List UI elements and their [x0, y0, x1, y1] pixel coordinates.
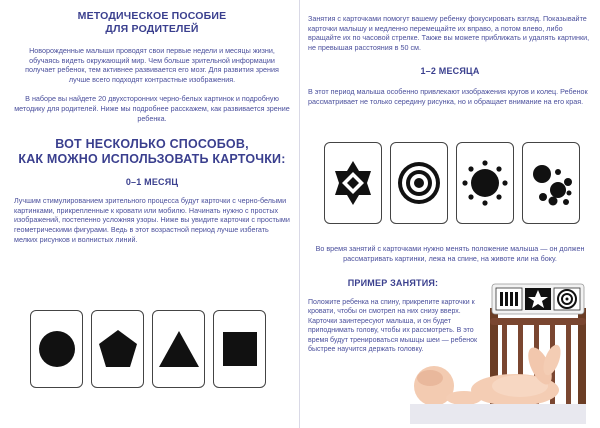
star-diamond-icon: [330, 160, 376, 206]
dotted-circle-icon: [462, 160, 508, 206]
manual-title-line1: МЕТОДИЧЕСКОЕ ПОСОБИЕ: [77, 10, 227, 22]
page-fold: [299, 0, 300, 428]
card-dotted-circle: [456, 142, 514, 224]
pentagon-icon: [97, 328, 139, 370]
card-concentric-rings: [390, 142, 448, 224]
age-heading-0-1: 0–1 МЕСЯЦ: [125, 177, 179, 188]
left-page: [14, 6, 290, 244]
position-text: Во время занятий с карточками нужно менять положение малыша — он должен рассматривать картинки, лежа на спине, на животе или на боку.: [315, 244, 585, 263]
triangle-icon: [158, 329, 200, 369]
square-icon: [222, 331, 258, 367]
ring-pattern-cards: [324, 142, 580, 224]
age-heading-1-2: 1–2 МЕСЯЦА: [420, 66, 480, 77]
right-intro-text: Занятия с карточками помогут вашему ребенку фокусировать взгляд. Показывайте карточки малышу и медленно перемещайте их вправо, а потом влево, либо вращайте их по часовой стрелке. Также вы можете приближать и удалять картинки, не превышая расстояния в 50 см.: [308, 14, 590, 52]
right-page: [308, 6, 592, 354]
circle-icon: [37, 329, 77, 369]
example-text: Положите ребенка на спину, прикрепите карточки к кровати, чтобы он смотрел на них снизу вверх. Карточки заинтересуют малыша, и он будет приподнимать голову, чтобы их рассмотреть. В это время будут тренироваться мышцы шеи — ребенок быстрее научится держать головку.: [308, 299, 478, 354]
bubble-cluster-icon: [528, 160, 574, 206]
card-bubble-cluster: [522, 142, 580, 224]
intro-paragraph-2: В наборе вы найдете 20 двухсторонних черно-белых картинок и подробную методику для родителей. Ниже мы подробнее расскажем, как развивается зрение ребенка.: [14, 94, 290, 123]
manual-title-line2: ДЛЯ РОДИТЕЛЕЙ: [105, 23, 199, 35]
age-text-0-1: Лучшим стимулированием зрительного процесса будут карточки с черно-белыми картинками, прикрепленные к кровати или мобилю. Начинать нужно с простых изображений, постепенно усложняя узоры. Ниже вы увидите карточки с простыми геометрическими фигурами. Ведь в этот возрастной период лучше избегать мелких рисунков и волнистых линий.: [14, 196, 290, 244]
age-text-1-2: В этот период малыша особенно привлекают изображения кругов и колец. Ребенок рассматривает не только середину рисунка, но и обращает внимание на его края.: [308, 87, 588, 106]
section-title-line2: КАК МОЖНО ИСПОЛЬЗОВАТЬ КАРТОЧКИ:: [18, 152, 286, 167]
crib-illustration: [410, 278, 590, 424]
card-pentagon: [91, 310, 144, 388]
intro-paragraph-1: Новорожденные малыши проводят свои первые недели и месяцы жизни, обучаясь видеть окружающий мир. Чем больше зрительной информации получает ребенок, тем активнее развивается его мозг. Для развития зрения лучше всего подходят контрастные изображения.: [25, 46, 279, 84]
example-heading: ПРИМЕР ЗАНЯТИЯ:: [347, 278, 439, 288]
concentric-rings-icon: [396, 160, 442, 206]
card-circle: [30, 310, 83, 388]
card-triangle: [152, 310, 205, 388]
section-title-line1: ВОТ НЕСКОЛЬКО СПОСОБОВ,: [55, 137, 249, 152]
crib-with-baby-image: [410, 278, 590, 424]
simple-shapes-cards: [30, 310, 266, 388]
card-star-diamond: [324, 142, 382, 224]
card-square: [213, 310, 266, 388]
